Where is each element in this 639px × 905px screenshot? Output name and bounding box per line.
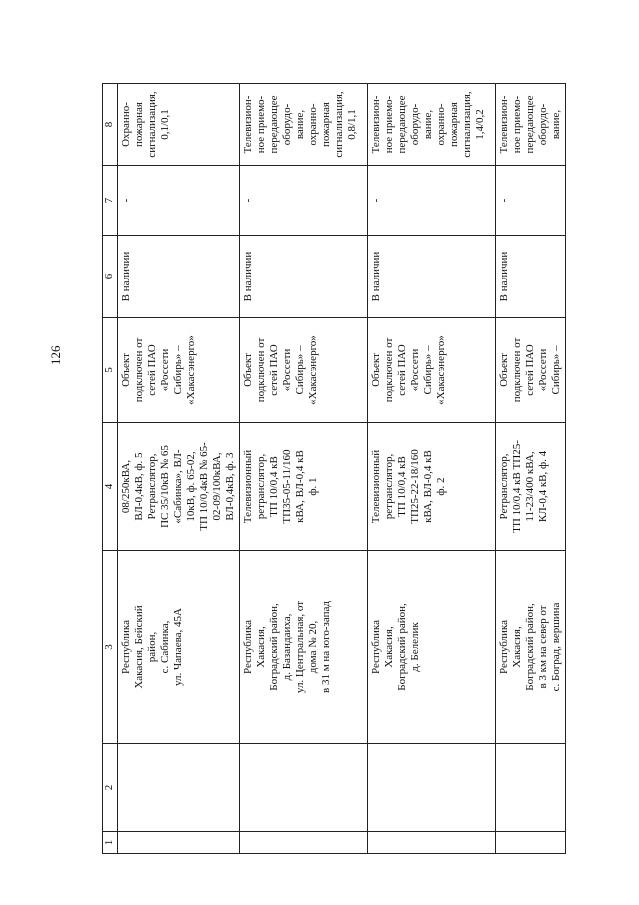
cell-availability: В наличии [368,236,496,318]
table-row [496,84,566,854]
cell-equipment: Ретранслятор, ТП 10/0,4 кВ ТП25- 11-23/400 кВА, КЛ-0,4 кВ, ф. 4 [496,423,566,551]
cell-connection: Объект подключен от сетей ПАО «Россети Сибирь» – «Хакасэнерго» [240,318,368,423]
cell-name [118,744,240,832]
cell-purpose: Охранно- пожарная сигнализация, 0,1/0,1 [118,84,240,166]
cell-equipment: Телевизионный ретранслятор, ТП 10/0,4 кВ ТП25-22-18/160 кВА, ВЛ-0,4 кВ ф. 2 [368,423,496,551]
table-row [118,84,240,854]
cell-index [496,832,566,854]
cell-index [368,832,496,854]
cell-name [496,744,566,832]
header-col-8: 8 [103,84,118,166]
header-col-6: 6 [103,236,118,318]
cell-equipment: Телевизионный ретранслятор, ТП 10/0,4 кВ ТП35-05-11/160 кВА, ВЛ-0,4 кВ ф. 1 [240,423,368,551]
cell-equipment: 08/250кВА, ВЛ-0,4кВ, ф. 5 Ретранслятор, ПС 35/10кВ № 65 «Сабинка», ВЛ- 10кВ, ф. 65-02, ТП 10/0,4кВ № 65- 02-09/100кВА, ВЛ-0,4кВ, ф. 3 [118,423,240,551]
cell-connection: Объект подключен от сетей ПАО «Россети Сибирь» – «Хакасэнерго» [118,318,240,423]
header-col-5: 5 [103,318,118,423]
cell-col7: - [118,166,240,236]
cell-name [368,744,496,832]
header-col-2: 2 [103,744,118,832]
cell-connection: Объект подключен от сетей ПАО «Россети Сибирь» – [496,318,566,423]
cell-col7: - [496,166,566,236]
header-col-7: 7 [103,166,118,236]
cell-address: Республика Хакасия, Бейский район, с. Сабинка, ул. Чапаева, 45А [118,551,240,744]
cell-availability: В наличии [240,236,368,318]
header-col-1: 1 [103,832,118,854]
page-number: 126 [48,345,63,365]
cell-purpose: Телевизион- ное приемо- передающее оборудо- вание, [496,84,566,166]
cell-availability: В наличии [496,236,566,318]
header-col-3: 3 [103,551,118,744]
cell-address: Республика Хакасия, Боградский район, д. Базандаиха, ул. Центральная, от дома № 20, в 31 м на юго-запад [240,551,368,744]
cell-index [118,832,240,854]
cell-name [240,744,368,832]
cell-address: Республика Хакасия, Боградский район, в 3 км на север от с. Боград, вершина [496,551,566,744]
cell-col7: - [240,166,368,236]
data-table [102,83,566,854]
rotated-table-container [102,84,562,854]
header-row [103,84,118,854]
cell-availability: В наличии [118,236,240,318]
cell-index [240,832,368,854]
table-row [368,84,496,854]
cell-address: Республика Хакасия, Боградский район, д. Белелик [368,551,496,744]
table-row [240,84,368,854]
cell-connection: Объект подключен от сетей ПАО «Россети Сибирь» – «Хакасэнерго» [368,318,496,423]
cell-purpose: Телевизион- ное приемо- передающее оборудо- вание, охранно- пожарная сигнализация, 0,8/1,1 [240,84,368,166]
header-col-4: 4 [103,423,118,551]
cell-purpose: Телевизион- ное приемо- передающее оборудо- вание, охранно- пожарная сигнализация, 1,4/0,2 [368,84,496,166]
cell-col7: - [368,166,496,236]
